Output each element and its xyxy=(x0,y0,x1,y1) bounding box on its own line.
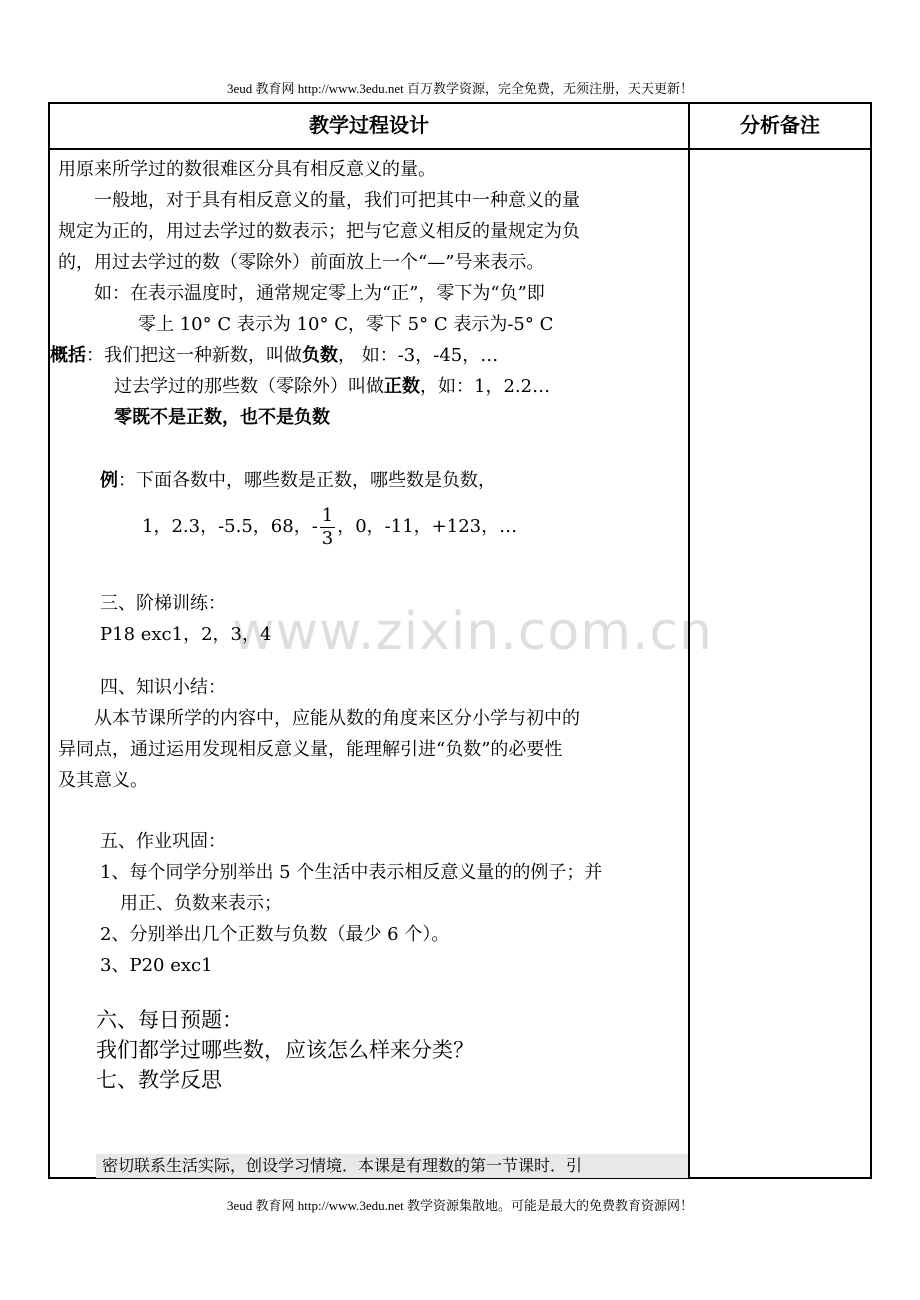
numbers-part-1: 1，2.3，-5.5，68，- xyxy=(142,516,318,537)
summary-text: 过去学过的那些数（零除外）叫做 xyxy=(114,376,384,397)
text-line: 的，用过去学过的数（零除外）前面放上一个“—”号来表示。 xyxy=(58,252,545,273)
summary-label: 概括 xyxy=(50,345,86,366)
lesson-table xyxy=(48,102,872,1179)
example-line xyxy=(58,465,680,496)
text-line: 用原来所学过的数很难区分具有相反意义的量。 xyxy=(58,159,436,180)
example-label: 例 xyxy=(100,470,118,491)
zero-statement: 零既不是正数，也不是负数 xyxy=(114,407,330,428)
section-6-text: 我们都学过哪些数，应该怎么样来分类？ xyxy=(96,1038,474,1062)
homework-2: 2、分别举出几个正数与负数（最少 6 个）。 xyxy=(100,924,450,945)
summary-text: ：我们把这一种新数，叫做 xyxy=(86,345,302,366)
homework-1: 1、每个同学分别举出 5 个生活中表示相反意义量的的例子；并 xyxy=(100,862,603,883)
term-negative: 负数 xyxy=(302,345,338,366)
text-line: 异同点，通过运用发现相反意义量，能理解引进“负数”的必要性 xyxy=(58,739,563,760)
example-numbers xyxy=(58,496,680,558)
column-title-process: 教学过程设计 xyxy=(309,113,429,137)
section-7-title: 七、教学反思 xyxy=(96,1068,222,1092)
table-header-row xyxy=(50,104,870,150)
section-5-title: 五、作业巩固： xyxy=(100,831,226,852)
watermark: www.zixin.com.cn xyxy=(232,602,713,662)
summary-example: ， 如：-3，-45，… xyxy=(338,345,499,366)
column-title-notes: 分析备注 xyxy=(740,113,820,137)
text-line: 及其意义。 xyxy=(58,770,148,791)
fraction-numerator: 1 xyxy=(321,504,334,526)
lesson-content xyxy=(50,154,680,1095)
section-3-text: P18 exc1，2，3，4 xyxy=(100,624,272,645)
column-divider xyxy=(688,104,690,1177)
text-line: 零上 10° C 表示为 10° C，零下 5° C 表示为-5° C xyxy=(138,314,554,335)
text-line: 如：在表示温度时，通常规定零上为“正”，零下为“负”即 xyxy=(94,283,545,304)
text-line: 从本节课所学的内容中，应能从数的角度来区分小学与初中的 xyxy=(94,708,580,729)
page-header: 3eud 教育网 http://www.3edu.net 百万教学资源，完全免费，无须注册，天天更新！ xyxy=(226,81,694,96)
fraction-one-third xyxy=(320,505,335,550)
summary-line-1 xyxy=(50,340,680,371)
section-6-title: 六、每日预题： xyxy=(96,1008,243,1032)
text-line: 一般地，对于具有相反意义的量，我们可把其中一种意义的量 xyxy=(94,190,580,211)
section-3-title: 三、阶梯训练： xyxy=(100,593,226,614)
page-footer: 3eud 教育网 http://www.3edu.net 教学资源集散地。可能是最大的免费教育资源网！ xyxy=(226,1198,694,1213)
fraction-denominator: 3 xyxy=(321,527,334,549)
numbers-part-2: ，0，-11，+123，… xyxy=(337,516,518,537)
summary-example: ，如：1，2.2… xyxy=(420,376,551,397)
reflection-line: 密切联系生活实际，创设学习情境．本课是有理数的第一节课时．引 xyxy=(96,1154,688,1178)
example-text: ：下面各数中，哪些数是正数，哪些数是负数， xyxy=(118,470,496,491)
homework-3: 3、P20 exc1 xyxy=(100,955,213,976)
summary-line-3 xyxy=(58,402,680,433)
section-4-title: 四、知识小结： xyxy=(100,677,226,698)
summary-line-2 xyxy=(58,371,680,402)
text-line: 规定为正的，用过去学过的数表示；把与它意义相反的量规定为负 xyxy=(58,221,580,242)
term-positive: 正数 xyxy=(384,376,420,397)
homework-1-cont: 用正、负数来表示； xyxy=(120,893,282,914)
